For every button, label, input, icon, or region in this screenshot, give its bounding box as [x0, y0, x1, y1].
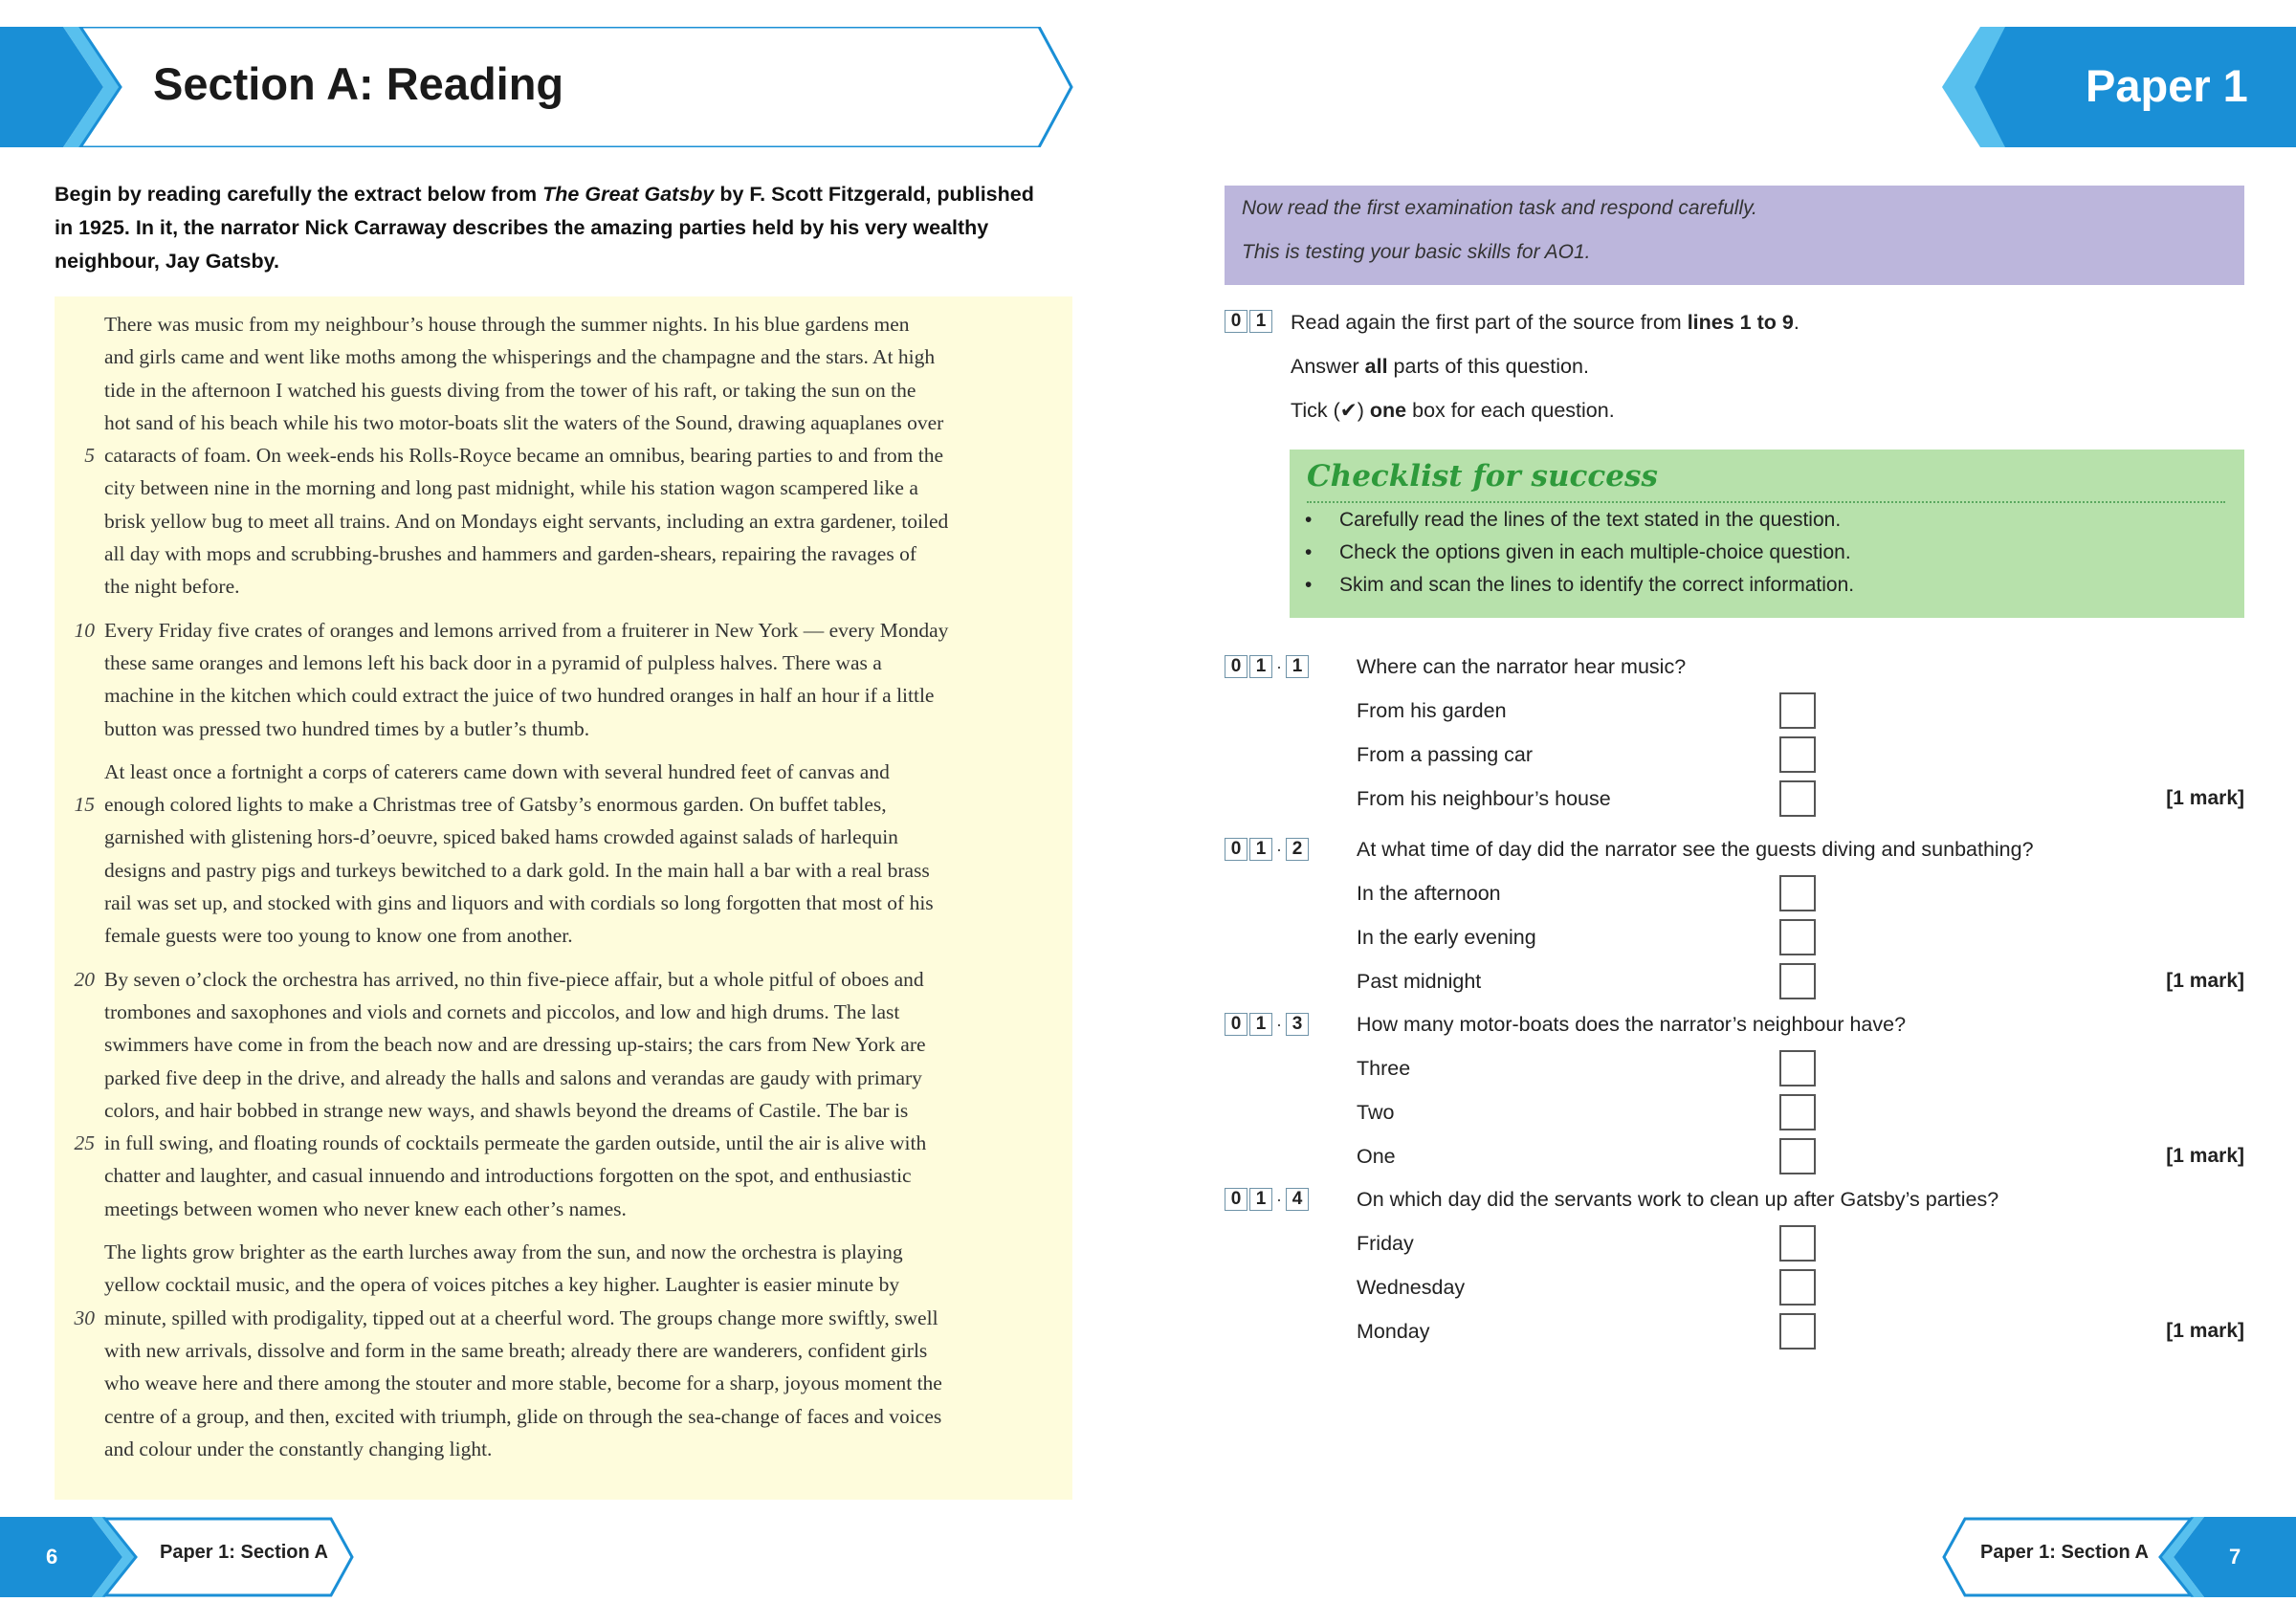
mark-label: [1 mark]	[2166, 1320, 2244, 1342]
intro-text	[55, 178, 1069, 278]
mark-label: [1 mark]	[2166, 787, 2244, 809]
extract-line	[55, 963, 1072, 996]
paper-title: Paper 1	[2086, 60, 2248, 111]
answer-option: Friday	[1357, 1232, 1414, 1255]
extract-line	[55, 1236, 1072, 1268]
answer-checkbox[interactable]	[1779, 1313, 1816, 1350]
line-text: minute, spilled with prodigality, tipped out at a cheerful word. The groups change more swiftly, swell	[104, 1306, 938, 1329]
extract-line	[55, 1159, 1072, 1192]
mark-label: [1 mark]	[2166, 1145, 2244, 1167]
task-instruction-line-1: Now read the first examination task and respond carefully.	[1242, 197, 1757, 219]
subquestion-text: At what time of day did the narrator see the guests diving and sunbathing?	[1357, 838, 2034, 861]
page-number-right: 7	[2229, 1545, 2241, 1569]
extract-paragraph	[55, 308, 1072, 604]
line-number: 15	[74, 793, 95, 817]
question-tick-instruction: Tick (✔) one box for each question.	[1291, 399, 1615, 422]
extract-line	[55, 308, 1072, 340]
answer-checkbox[interactable]	[1779, 1050, 1816, 1086]
subquestion-text: On which day did the servants work to clean up after Gatsby’s parties?	[1357, 1188, 1999, 1211]
answer-checkbox[interactable]	[1779, 919, 1816, 955]
answer-checkbox[interactable]	[1779, 963, 1816, 999]
question-read-instruction: Read again the first part of the source from lines 1 to 9.	[1291, 311, 1799, 334]
answer-option: From his garden	[1357, 699, 1507, 722]
extract-line	[55, 570, 1072, 603]
answer-checkbox[interactable]	[1779, 780, 1816, 817]
line-text: There was music from my neighbour’s house through the summer nights. In his blue gardens men	[104, 313, 910, 336]
checklist-item: • Carefully read the lines of the text stated in the question.	[1305, 509, 1842, 531]
extract-line	[55, 1193, 1072, 1225]
book-title: The Great Gatsby	[542, 183, 715, 206]
extract-line	[55, 406, 1072, 439]
extract-line	[55, 788, 1072, 821]
extract-line	[55, 1028, 1072, 1061]
line-text: these same oranges and lemons left his back door in a pyramid of pulpless halves. There was a	[104, 650, 882, 674]
line-text: trombones and saxophones and viols and cornets and piccolos, and low and high drums. The last	[104, 999, 900, 1023]
answer-option: In the afternoon	[1357, 882, 1501, 905]
line-text: brisk yellow bug to meet all trains. And on Mondays eight servants, including an extra gardener, toiled	[104, 509, 949, 533]
extract-line	[55, 647, 1072, 679]
line-text: colors, and hair bobbed in strange new ways, and shawls beyond the dreams of Castile. The bar is	[104, 1098, 909, 1122]
line-text: yellow cocktail music, and the opera of voices pitches a key higher. Laughter is easier minute by	[104, 1273, 900, 1297]
checklist-title: Checklist for success	[1307, 459, 1658, 494]
answer-checkbox[interactable]	[1779, 1094, 1816, 1130]
extract-line	[55, 538, 1072, 570]
line-number: 10	[74, 618, 95, 642]
extract-line	[55, 1062, 1072, 1094]
line-number: 30	[74, 1306, 95, 1329]
extract-line	[55, 340, 1072, 373]
line-text: and girls came and went like moths among the whisperings and the champagne and the stars. At high	[104, 345, 936, 369]
line-text: rail was set up, and stocked with gins and liquors and with cordials so long forgotten that most of his	[104, 891, 934, 915]
answer-checkbox[interactable]	[1779, 1225, 1816, 1262]
line-text: who weave here and there among the stouter and more stable, become for a sharp, joyous moment the	[104, 1372, 942, 1395]
extract-line	[55, 821, 1072, 853]
answer-checkbox[interactable]	[1779, 1269, 1816, 1306]
line-text: centre of a group, and then, excited with triumph, glide on through the sea-change of faces and voices	[104, 1404, 942, 1428]
tick-mark-icon: ✔	[1339, 399, 1358, 422]
line-text: meetings between women who never knew each other’s names.	[104, 1196, 627, 1220]
line-number: 25	[74, 1131, 95, 1155]
gatsby-extract	[55, 308, 1072, 1476]
checklist-item: • Skim and scan the lines to identify the correct information.	[1305, 574, 1855, 596]
line-number: 5	[84, 444, 95, 468]
answer-option: Past midnight	[1357, 970, 1482, 993]
subquestion-text: Where can the narrator hear music?	[1357, 655, 1687, 678]
answer-option: Two	[1357, 1101, 1395, 1124]
extract-line	[55, 1334, 1072, 1367]
subquestion-number: 0 1 · 4	[1225, 1188, 1311, 1211]
extract-line	[55, 472, 1072, 504]
line-text: city between nine in the morning and long past midnight, while his station wagon scampered like a	[104, 476, 918, 500]
checklist-item: • Check the options given in each multiple-choice question.	[1305, 541, 1851, 563]
extract-line	[55, 996, 1072, 1028]
line-text: garnished with glistening hors-d’oeuvre, spiced baked hams crowded against salads of harlequin	[104, 825, 898, 849]
extract-line	[55, 614, 1072, 647]
answer-option: From a passing car	[1357, 743, 1534, 766]
extract-line	[55, 919, 1072, 952]
line-text: enough colored lights to make a Christmas tree of Gatsby’s enormous garden. On buffet tables,	[104, 793, 887, 817]
extract-line	[55, 374, 1072, 406]
extract-line	[55, 1367, 1072, 1399]
answer-checkbox[interactable]	[1779, 875, 1816, 911]
line-text: with new arrivals, dissolve and form in the same breath; already there are wanderers, confident girls	[104, 1338, 928, 1362]
mark-label: [1 mark]	[2166, 970, 2244, 992]
answer-option: From his neighbour’s house	[1357, 787, 1611, 810]
extract-line	[55, 1127, 1072, 1159]
extract-line	[55, 1094, 1072, 1127]
extract-line	[55, 1400, 1072, 1433]
footer-label-left: Paper 1: Section A	[160, 1542, 328, 1563]
question-number: 0 1	[1225, 310, 1274, 333]
task-instruction-line-2: This is testing your basic skills for AO1.	[1242, 241, 1591, 263]
line-text: designs and pastry pigs and turkeys bewitched to a dark gold. In the main hall a bar with a real brass	[104, 858, 930, 882]
line-text: female guests were too young to know one from another.	[104, 924, 573, 948]
line-text: tide in the afternoon I watched his guests diving from the tower of his raft, or taking the sun on the	[104, 378, 916, 402]
intro-line-3: neighbour, Jay Gatsby.	[55, 250, 279, 273]
line-text: and colour under the constantly changing light.	[104, 1437, 493, 1460]
line-text: Every Friday five crates of oranges and lemons arrived from a fruiterer in New York — every Monday	[104, 618, 949, 642]
answer-checkbox[interactable]	[1779, 736, 1816, 773]
extract-line	[55, 1433, 1072, 1465]
extract-paragraph	[55, 614, 1072, 745]
line-text: button was pressed two hundred times by a butler’s thumb.	[104, 716, 590, 740]
answer-option: In the early evening	[1357, 926, 1536, 949]
footer-label-right: Paper 1: Section A	[1980, 1542, 2149, 1563]
line-text: parked five deep in the drive, and already the halls and salons and verandas are gaudy with primary	[104, 1065, 922, 1089]
line-text: hot sand of his beach while his two motor-boats slit the waters of the Sound, drawing aquaplanes over	[104, 410, 944, 434]
subquestion-number: 0 1 · 2	[1225, 838, 1311, 861]
line-text: By seven o’clock the orchestra has arrived, no thin five-piece affair, but a whole pitful of oboes and	[104, 967, 924, 991]
subquestion-number: 0 1 · 1	[1225, 655, 1311, 678]
checklist-divider	[1307, 501, 2225, 503]
extract-line	[55, 756, 1072, 788]
line-text: all day with mops and scrubbing-brushes and hammers and garden-shears, repairing the ravages of	[104, 542, 916, 566]
line-text: the night before.	[104, 575, 240, 599]
answer-option: Wednesday	[1357, 1276, 1466, 1299]
extract-line	[55, 887, 1072, 919]
extract-line	[55, 1268, 1072, 1301]
answer-checkbox[interactable]	[1779, 692, 1816, 729]
answer-checkbox[interactable]	[1779, 1138, 1816, 1174]
line-text: The lights grow brighter as the earth lurches away from the sun, and now the orchestra is playing	[104, 1240, 903, 1264]
extract-paragraph	[55, 756, 1072, 953]
extract-paragraph	[55, 1236, 1072, 1465]
line-number: 20	[74, 967, 95, 991]
extract-line	[55, 439, 1072, 472]
extract-line	[55, 713, 1072, 745]
extract-line	[55, 1302, 1072, 1334]
line-text: machine in the kitchen which could extract the juice of two hundred oranges in half an hour if a little	[104, 684, 935, 708]
answer-option: Three	[1357, 1057, 1411, 1080]
extract-paragraph	[55, 963, 1072, 1225]
question-answer-instruction: Answer all parts of this question.	[1291, 355, 1589, 378]
subquestion-text: How many motor-boats does the narrator’s neighbour have?	[1357, 1013, 1907, 1036]
extract-line	[55, 505, 1072, 538]
line-text: chatter and laughter, and casual innuendo and introductions forgotten on the spot, and enthusiastic	[104, 1164, 912, 1188]
line-text: At least once a fortnight a corps of caterers came down with several hundred feet of canvas and	[104, 759, 890, 783]
intro-line-2: in 1925. In it, the narrator Nick Carraway describes the amazing parties held by his very wealthy	[55, 216, 989, 239]
extract-line	[55, 679, 1072, 712]
line-text: in full swing, and floating rounds of cocktails permeate the garden outside, until the air is alive with	[104, 1131, 927, 1155]
intro-line-1: Begin by reading carefully the extract below from The Great Gatsby by F. Scott Fitzgerald, published	[55, 183, 1034, 206]
line-text: swimmers have come in from the beach now and are dressing up-stairs; the cars from New York are	[104, 1033, 926, 1057]
answer-option: One	[1357, 1145, 1396, 1168]
extract-line	[55, 854, 1072, 887]
section-title: Section A: Reading	[153, 58, 564, 109]
subquestion-number: 0 1 · 3	[1225, 1013, 1311, 1036]
page-number-left: 6	[46, 1545, 58, 1569]
line-text: cataracts of foam. On week-ends his Rolls-Royce became an omnibus, bearing parties to and from the	[104, 444, 944, 468]
answer-option: Monday	[1357, 1320, 1430, 1343]
